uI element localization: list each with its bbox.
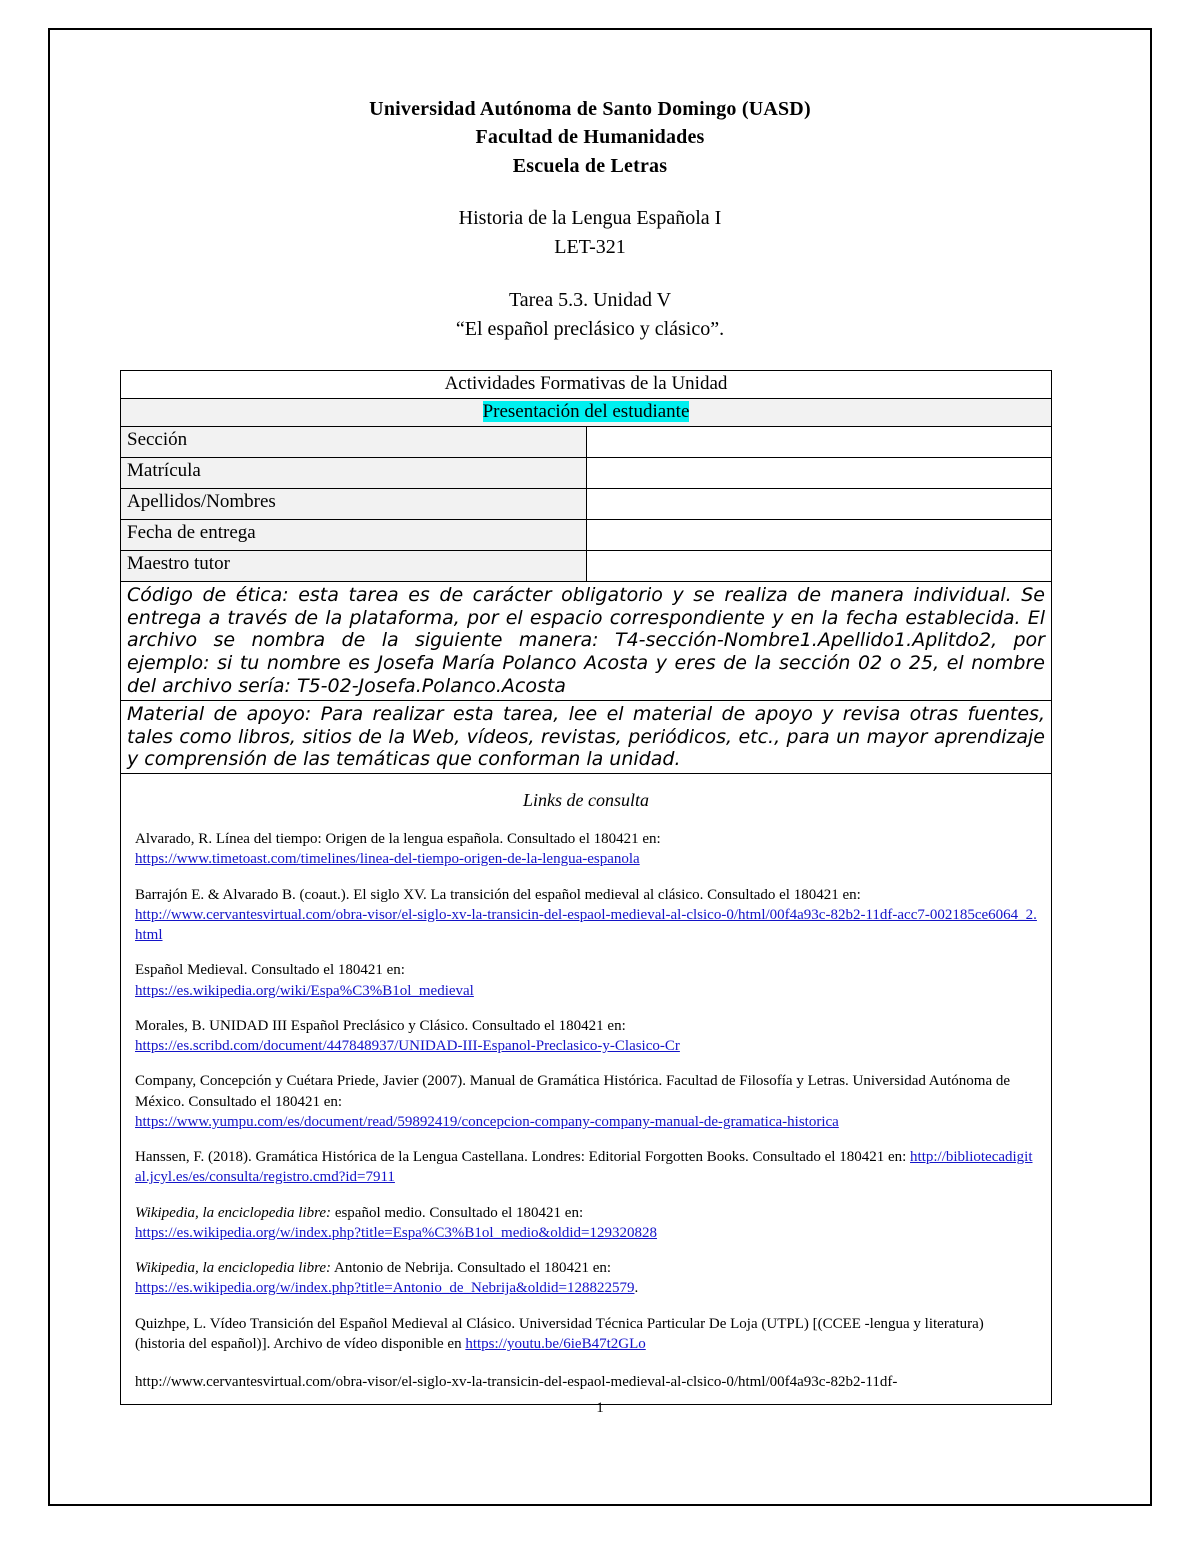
reference-item: [135, 885, 1037, 946]
label-maestro-tutor: Maestro tutor: [121, 550, 587, 581]
reference-source-italic: Wikipedia, la enciclopedia libre:: [135, 1204, 332, 1221]
faculty-name: Facultad de Humanidades: [475, 126, 705, 149]
reference-link[interactable]: http://bibliotecadigital.jcyl.es/es/consulta/registro.cmd?id=7911: [135, 1149, 1033, 1186]
reference-item: [135, 1071, 1037, 1132]
reference-text: Company, Concepción y Cuétara Priede, Javier (2007). Manual de Gramática Histórica. Facultad de Filosofía y Letras. Universidad Autónoma de México. Consultado el 180421 en:: [135, 1073, 1011, 1110]
university-name: Universidad Autónoma de Santo Domingo (UASD): [369, 98, 811, 120]
reference-text: Morales, B. UNIDAD III Español Preclásico y Clásico. Consultado el 180421 en:: [135, 1017, 626, 1034]
reference-item: [135, 829, 1037, 870]
reference-link[interactable]: https://www.yumpu.com/es/document/read/59892419/concepcion-company-company-manual-de-gramatica-historica: [135, 1113, 839, 1130]
value-seccion[interactable]: [586, 426, 1052, 457]
table-row: [121, 457, 1052, 488]
table-row: [121, 550, 1052, 581]
trailing-plain-url: http://www.cervantesvirtual.com/obra-visor/el-siglo-xv-la-transicin-del-espaol-medieval-al-clsico-0/html/00f4a93c-82b2-11df-: [135, 1374, 898, 1391]
reference-link[interactable]: http://www.cervantesvirtual.com/obra-visor/el-siglo-xv-la-transicin-del-espaol-medieval-al-clsico-0/html/00f4a93c-82b2-11df-acc7-002185ce6064_2.html: [135, 906, 1037, 944]
school-name: Escuela de Letras: [512, 154, 668, 177]
value-fecha-entrega[interactable]: [586, 519, 1052, 550]
reference-text: Quizhpe, L. Vídeo Transición del Español Medieval al Clásico. Universidad Técnica Particular De Loja (UTPL) [(CCEE -lengua y literatura) (historia del español)]. Archivo de vídeo disponible en: [135, 1315, 984, 1352]
task-heading: [120, 286, 1060, 344]
table-row: [121, 488, 1052, 519]
table-row-title: [121, 371, 1052, 399]
reference-item: [135, 1203, 1037, 1244]
value-apellidos-nombres[interactable]: [586, 488, 1052, 519]
reference-link[interactable]: https://es.wikipedia.org/wiki/Espa%C3%B1ol_medieval: [135, 982, 474, 999]
table-row-ethics: [121, 581, 1052, 700]
course-heading: [120, 204, 1060, 262]
task-title: “El español preclásico y clásico”.: [455, 318, 725, 341]
value-maestro-tutor[interactable]: [586, 550, 1052, 581]
reference-item: [135, 1258, 1037, 1299]
table-row: [121, 426, 1052, 457]
ethics-note: Código de ética: esta tarea es de carácter obligatorio y se realiza de manera individual. Se entrega a través de la plataforma, por el espacio correspondiente y en la fecha establecida. El archivo se nombra de la siguiente manera: T4-sección-Nombre1.Apellido1.Aplitdo2, por ejemplo: si tu nombre es Josefa María Polanco Acosta y eres de la sección 02 o 25, el nombre del archivo sería: T5-02-Josefa.Polanco.Acosta: [121, 581, 1052, 700]
label-matricula: Matrícula: [121, 457, 587, 488]
reference-link[interactable]: https://www.timetoast.com/timelines/linea-del-tiempo-origen-de-la-lengua-espanola: [135, 851, 640, 868]
student-form-table: [120, 370, 1052, 774]
reference-item: [135, 960, 1037, 1001]
links-section-title: Links de consulta: [523, 790, 649, 811]
reference-link[interactable]: https://youtu.be/6ieB47t2GLo: [465, 1335, 646, 1352]
institution-heading: [120, 95, 1060, 180]
reference-trailing: .: [634, 1280, 639, 1297]
reference-link[interactable]: https://es.wikipedia.org/w/index.php?title=Espa%C3%B1ol_medio&oldid=129320828: [135, 1224, 658, 1241]
reference-source-italic: Wikipedia, la enciclopedia libre:: [135, 1260, 332, 1277]
table-row-presentation: [121, 398, 1052, 426]
page-number: 1: [596, 1400, 604, 1416]
support-material-note: Material de apoyo: Para realizar esta tarea, lee el material de apoyo y revisa otras fuentes, tales como libros, sitios de la Web, vídeos, revistas, periódicos, etc., para un mayor aprendizaje y comprensión de las temáticas que conforman la unidad.: [121, 700, 1052, 773]
reference-link[interactable]: https://es.wikipedia.org/w/index.php?title=Antonio_de_Nebrija&oldid=128822579: [135, 1280, 635, 1297]
course-name: Historia de la Lengua Española I: [458, 207, 722, 230]
presentation-cell: [121, 398, 1052, 426]
reference-text: español medio. Consultado el 180421 en:: [331, 1204, 584, 1221]
reference-text: Hanssen, F. (2018). Gramática Histórica de la Lengua Castellana. Londres: Editorial Forgotten Books. Consultado el 180421 en:: [135, 1149, 907, 1166]
links-section: [120, 774, 1052, 1405]
document-content: [120, 95, 1060, 1405]
course-code: LET-321: [554, 236, 626, 259]
label-seccion: Sección: [121, 426, 587, 457]
activities-title-cell: Actividades Formativas de la Unidad: [121, 371, 1052, 399]
reference-link[interactable]: https://es.scribd.com/document/447848937/UNIDAD-III-Espanol-Preclasico-y-Clasico-Cr: [135, 1038, 680, 1055]
label-apellidos-nombres: Apellidos/Nombres: [121, 488, 587, 519]
reference-text: Barrajón E. & Alvarado B. (coaut.). El siglo XV. La transición del español medieval al clásico. Consultado el 180421 en:: [135, 886, 861, 903]
table-row-support: [121, 700, 1052, 773]
reference-text: Antonio de Nebrija. Consultado el 180421 en:: [331, 1260, 612, 1277]
reference-item: [135, 1314, 1037, 1355]
label-fecha-entrega: Fecha de entrega: [121, 519, 587, 550]
task-number: Tarea 5.3. Unidad V: [508, 289, 672, 312]
value-matricula[interactable]: [586, 457, 1052, 488]
reference-item: [135, 1147, 1037, 1188]
table-row: [121, 519, 1052, 550]
reference-item: [135, 1016, 1037, 1057]
presentation-highlight: Presentación del estudiante: [482, 400, 690, 422]
reference-text: Español Medieval. Consultado el 180421 en:: [135, 962, 405, 979]
reference-text: Alvarado, R. Línea del tiempo: Origen de la lengua española. Consultado el 180421 en:: [135, 831, 661, 848]
